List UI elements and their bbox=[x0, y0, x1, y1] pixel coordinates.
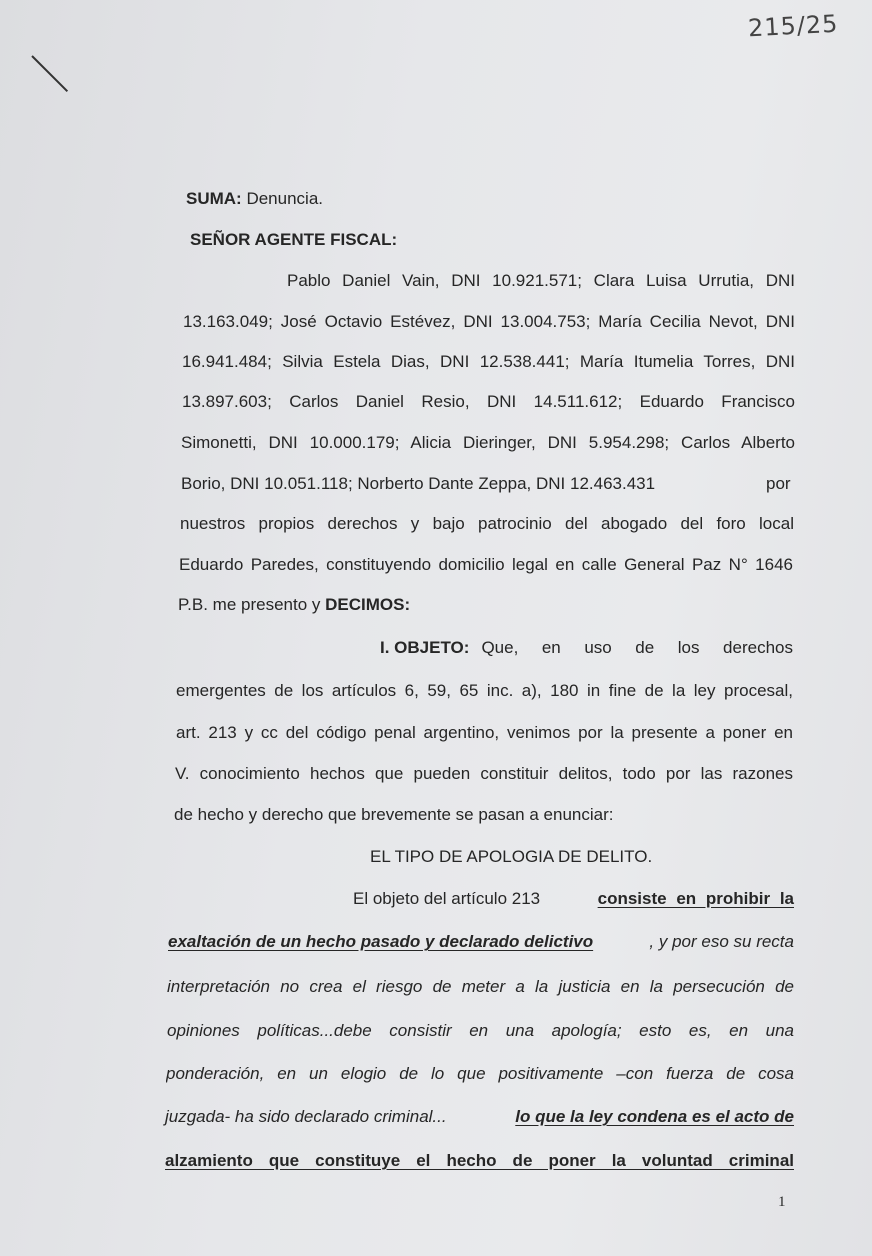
text-line: 16.941.484; Silvia Estela Dias, DNI 12.538.441; María Itumelia Torres, DNI bbox=[182, 352, 795, 371]
text-line bbox=[168, 932, 794, 952]
underlined-segment: consiste en prohibir la bbox=[597, 889, 794, 908]
text-segment: Que, en uso de los derechos bbox=[481, 638, 793, 657]
text-line bbox=[353, 889, 794, 909]
page-number: 1 bbox=[778, 1194, 786, 1210]
text-line bbox=[178, 595, 410, 615]
text-segment: P.B. me presento y bbox=[178, 595, 326, 614]
text-line: interpretación no crea el riesgo de meter a la justicia en la persecución de bbox=[167, 977, 794, 996]
text-line: emergentes de los artículos 6, 59, 65 inc. a), 180 in fine de la ley procesal, bbox=[176, 681, 793, 700]
underlined-segment: exaltación de un hecho pasado y declarado delictivo bbox=[168, 932, 594, 951]
suma-line bbox=[186, 189, 323, 209]
text-segment: El objeto del artículo 213 bbox=[353, 889, 541, 908]
text-line: nuestros propios derechos y bajo patrocinio del abogado del foro local bbox=[180, 514, 794, 533]
text-line: Eduardo Paredes, constituyendo domicilio legal en calle General Paz N° 1646 bbox=[179, 555, 793, 574]
suma-value: Denuncia. bbox=[241, 189, 323, 208]
pen-mark bbox=[31, 55, 68, 92]
text-line: Simonetti, DNI 10.000.179; Alicia Dieringer, DNI 5.954.298; Carlos Alberto bbox=[181, 433, 795, 452]
text-line: V. conocimiento hechos que pueden constituir delitos, todo por las razones bbox=[175, 764, 793, 783]
objeto-label: I. OBJETO: bbox=[380, 638, 470, 657]
text-line: Borio, DNI 10.051.118; Norberto Dante Zeppa, DNI 12.463.431 bbox=[181, 474, 656, 493]
decimos-label: DECIMOS: bbox=[325, 595, 411, 614]
handwritten-file-number: 215/25 bbox=[747, 9, 840, 43]
text-line: art. 213 y cc del código penal argentino, venimos por la presente a poner en bbox=[176, 723, 793, 742]
suma-label: SUMA: bbox=[186, 189, 242, 208]
text-line: Pablo Daniel Vain, DNI 10.921.571; Clara Luisa Urrutia, DNI bbox=[287, 271, 795, 290]
text-line: 13.897.603; Carlos Daniel Resio, DNI 14.511.612; Eduardo Francisco bbox=[182, 392, 795, 411]
objeto-line bbox=[380, 638, 793, 658]
text-segment: , y por eso su recta bbox=[649, 932, 794, 951]
section-title: EL TIPO DE APOLOGIA DE DELITO. bbox=[370, 847, 653, 866]
text-line: opiniones políticas...debe consistir en una apología; esto es, en una bbox=[167, 1021, 794, 1040]
text-line: de hecho y derecho que brevemente se pasan a enunciar: bbox=[174, 805, 614, 824]
text-line: 13.163.049; José Octavio Estévez, DNI 13.004.753; María Cecilia Nevot, DNI bbox=[183, 312, 795, 331]
underlined-line: alzamiento que constituye el hecho de poner la voluntad criminal bbox=[165, 1151, 794, 1170]
addressee: SEÑOR AGENTE FISCAL: bbox=[190, 230, 398, 249]
text-segment: juzgada- ha sido declarado criminal... bbox=[165, 1107, 447, 1126]
text-line bbox=[165, 1107, 794, 1127]
text-line: por bbox=[766, 474, 791, 493]
text-line: ponderación, en un elogio de lo que positivamente –con fuerza de cosa bbox=[166, 1064, 794, 1083]
underlined-segment: lo que la ley condena es el acto de bbox=[515, 1107, 794, 1126]
